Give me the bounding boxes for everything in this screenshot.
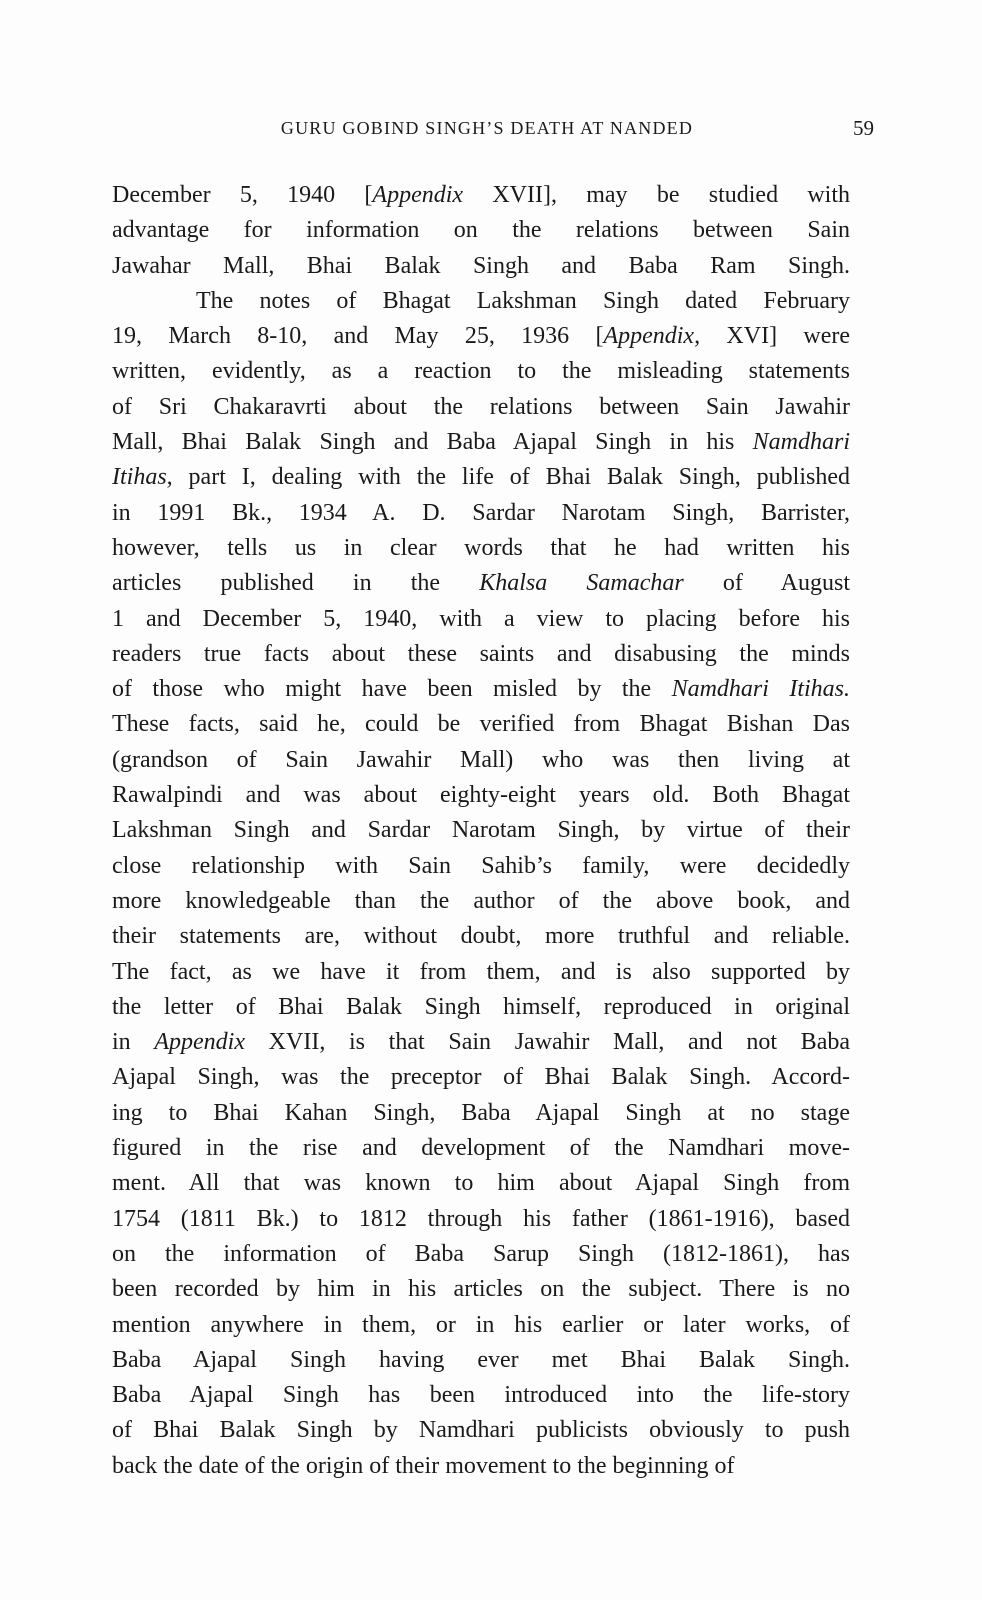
text-segment: articles published in the [112,570,480,597]
text-segment: The fact, as we have it from them, and is also supported by [112,958,850,985]
text-line [112,1413,850,1448]
text-segment: more knowledgeable than the author of the above book, and [112,887,850,914]
text-line [112,531,850,566]
text-segment: 1754 (1811 Bk.) to 1812 through his father (1861-1916), based [112,1205,850,1232]
text-line [112,1237,850,1272]
text-line [112,637,850,672]
text-segment: December 5, 1940 [ [112,182,373,208]
text-line [112,602,850,637]
text-line [112,496,850,531]
text-segment: 1 and December 5, 1940, with a view to placing before his [112,605,850,632]
italic-text: Itihas, [112,464,173,491]
text-segment: of August [683,570,851,597]
text-segment: Lakshman Singh and Sardar Narotam Singh, by virtue of their [112,817,850,844]
text-segment: of those who might have been misled by the [112,676,672,703]
text-segment: mention anywhere in them, or in his earlier or later works, of [112,1311,850,1338]
text-line [112,425,850,460]
text-segment: of Sri Chakaravrti about the relations between Sain Jawahir [112,393,850,420]
text-line [112,178,850,213]
text-line [112,1308,850,1343]
italic-text: Khalsa Samachar [479,570,684,597]
text-line [112,672,850,707]
text-segment: These facts, said he, could be verified from Bhagat Bishan Das [112,711,850,738]
text-line [112,813,850,848]
text-line [112,1060,850,1095]
italic-text: Appendix, [603,323,701,350]
text-segment: in [112,1029,155,1056]
text-segment: in 1991 Bk., 1934 A. D. Sardar Narotam Singh, Barrister, [112,499,850,526]
text-segment: on the information of Baba Sarup Singh (1812-1861), has [112,1240,850,1267]
text-line [112,955,850,990]
text-line [112,990,850,1025]
body-text [112,178,850,1484]
text-line [112,1202,850,1237]
text-segment: (grandson of Sain Jawahir Mall) who was then living at [112,746,850,773]
text-segment: readers true facts about these saints and disabusing the minds [112,640,850,667]
text-line [112,1378,850,1413]
text-segment: XVI] were [700,323,850,350]
text-line [112,1449,850,1484]
text-segment: 19, March 8-10, and May 25, 1936 [ [112,323,604,350]
text-line [112,707,850,742]
text-line [112,778,850,813]
text-segment: the letter of Bhai Balak Singh himself, reproduced in original [112,993,850,1020]
text-segment: written, evidently, as a reaction to the misleading statements [112,358,850,385]
italic-text: Appendix [154,1029,245,1056]
text-line [112,884,850,919]
text-segment: their statements are, without doubt, more truthful and reliable. [112,923,850,950]
text-segment: Baba Ajapal Singh has been introduced into the life-story [112,1382,850,1409]
text-line [112,1131,850,1166]
text-line [112,566,850,601]
text-line [112,460,850,495]
text-segment: figured in the rise and development of the Namdhari move- [112,1135,850,1162]
text-segment: The notes of Bhagat Lakshman Singh dated February [196,287,850,314]
text-segment: part I, dealing with the life of Bhai Balak Singh, published [172,464,850,491]
text-segment: XVII], may be studied with [463,182,851,208]
italic-text: Namdhari [752,429,850,456]
italic-text: Appendix [372,182,464,208]
text-line [112,849,850,884]
text-segment: Jawahar Mall, Bhai Balak Singh and Baba Ram Singh. [112,252,850,279]
text-line [112,390,850,425]
text-segment: advantage for information on the relations between Sain [112,217,850,244]
text-line [112,1272,850,1307]
text-segment: ment. All that was known to him about Ajapal Singh from [112,1170,850,1197]
text-segment: Baba Ajapal Singh having ever met Bhai Balak Singh. [112,1346,850,1373]
text-segment: ing to Bhai Kahan Singh, Baba Ajapal Singh at no stage [112,1099,850,1126]
text-segment: Rawalpindi and was about eighty-eight years old. Both Bhagat [112,782,850,809]
page-header [112,116,874,148]
text-line [112,284,850,319]
text-line [112,354,850,389]
page-number: 59 [853,116,874,140]
text-line [112,919,850,954]
text-segment: of Bhai Balak Singh by Namdhari publicists obviously to push [112,1417,850,1444]
text-line [112,1025,850,1060]
text-line [112,319,850,354]
text-segment: however, tells us in clear words that he had written his [112,534,850,561]
text-segment: Mall, Bhai Balak Singh and Baba Ajapal Singh in his [112,429,753,456]
text-segment: XVII, is that Sain Jawahir Mall, and not Baba [245,1029,850,1056]
text-segment: close relationship with Sain Sahib’s family, were decidedly [112,852,850,879]
text-line [112,1096,850,1131]
text-line [112,213,850,248]
italic-text: Namdhari Itihas. [671,676,850,703]
text-line [112,249,850,284]
text-segment: back the date of the origin of their movement to the beginning of [112,1452,735,1479]
text-line [112,743,850,778]
text-segment: Ajapal Singh, was the preceptor of Bhai Balak Singh. Accord- [112,1064,850,1091]
text-line [112,1343,850,1378]
text-line [112,1166,850,1201]
running-title: GURU GOBIND SINGH’S DEATH AT NANDED [280,118,694,138]
text-segment: been recorded by him in his articles on the subject. There is no [112,1276,850,1303]
